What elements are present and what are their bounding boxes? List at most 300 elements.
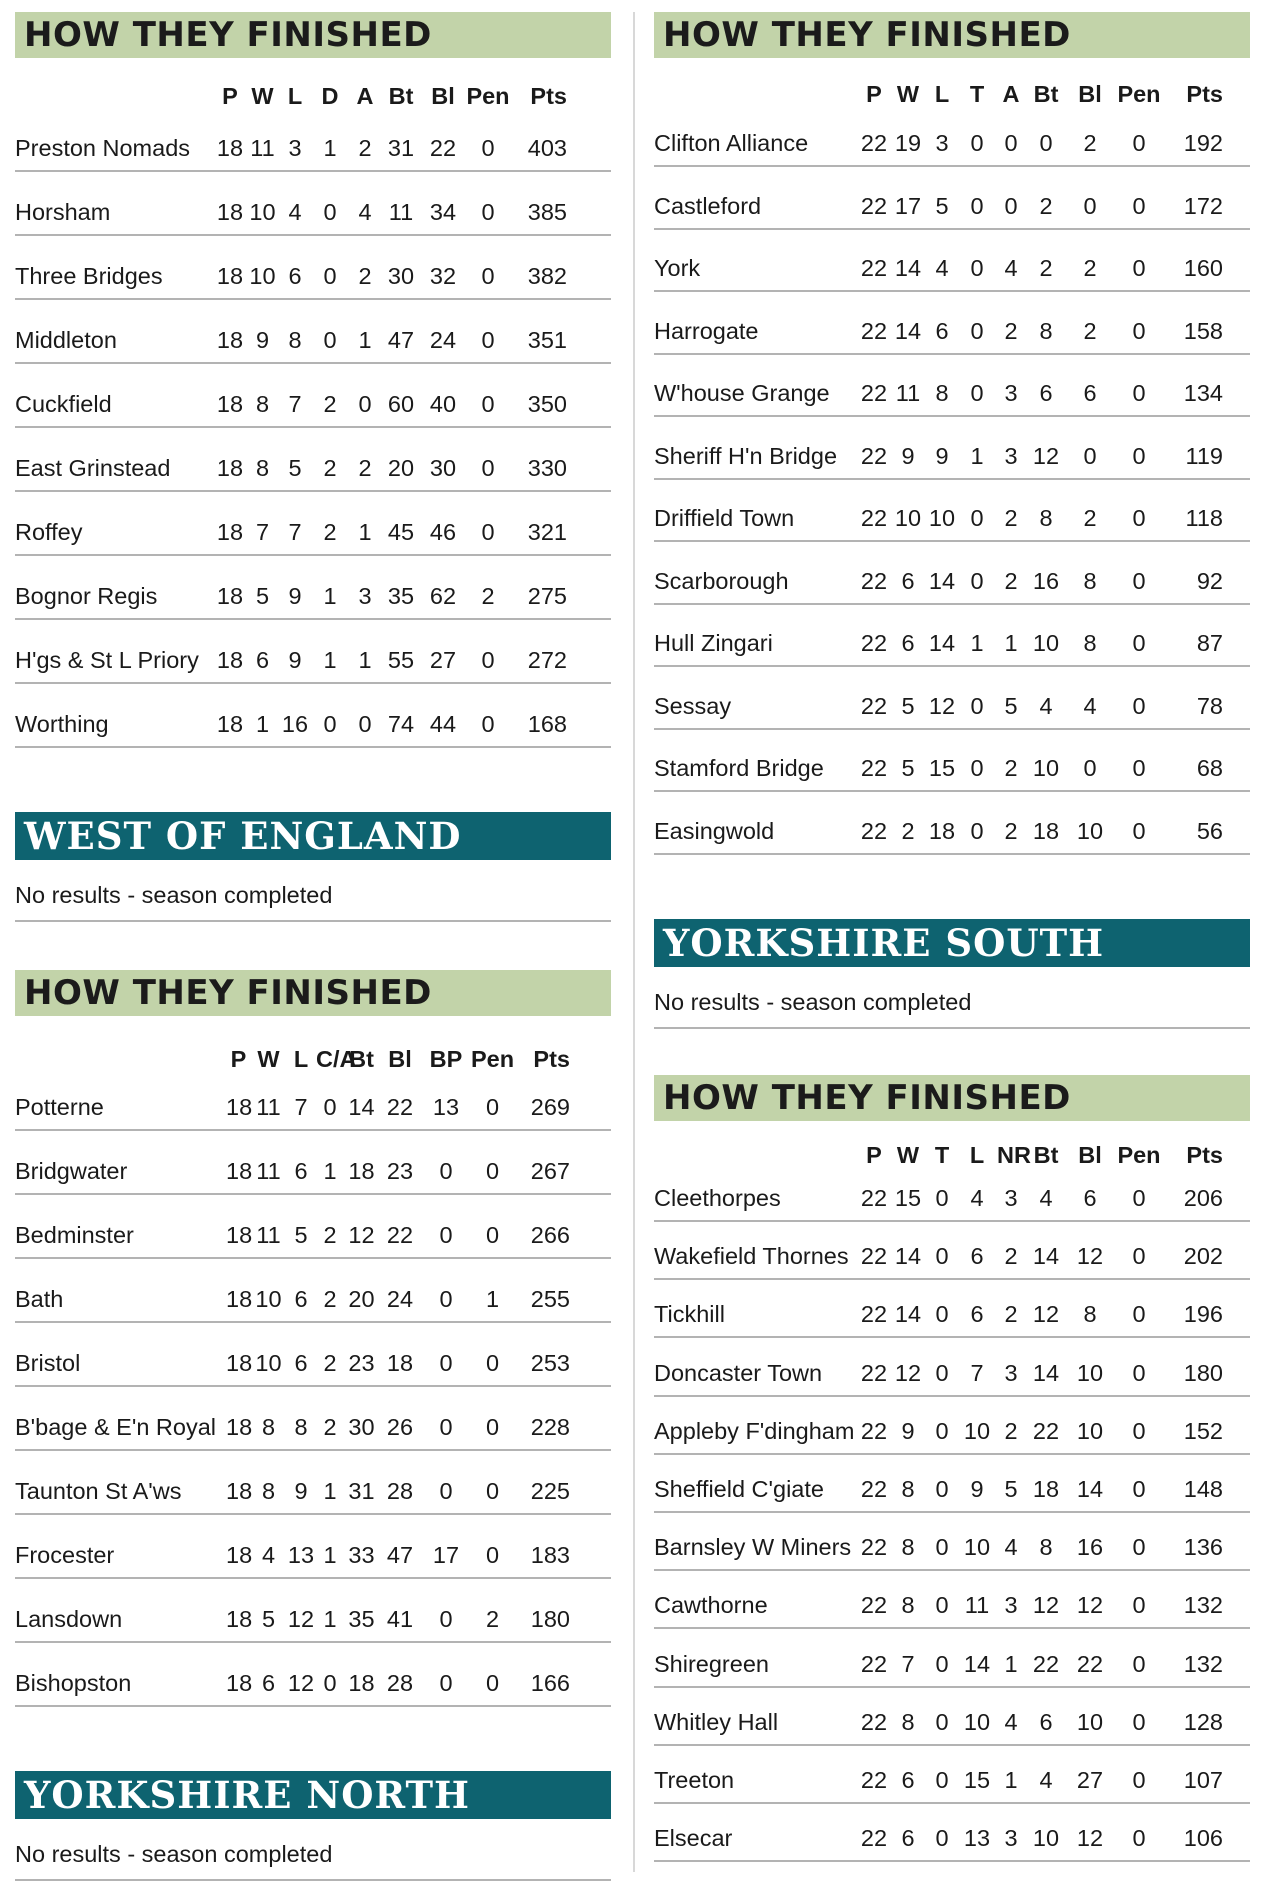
stat-cell: 6 xyxy=(294,1286,308,1312)
stat-cell: 22 xyxy=(860,380,888,406)
stat-cell: 0 xyxy=(1132,317,1146,344)
team-name: W'house Grange xyxy=(654,380,830,406)
table-header xyxy=(654,58,1250,114)
stat-cell: 267 xyxy=(530,1158,570,1184)
team-name: Sessay xyxy=(654,692,732,719)
stat-cell: 18 xyxy=(216,327,244,353)
stat-cell: 14 xyxy=(1076,1475,1104,1502)
stat-cell: 14 xyxy=(894,255,922,281)
column-header: Pen xyxy=(471,1046,515,1072)
stat-cell: 0 xyxy=(439,1414,453,1440)
stat-cell: 7 xyxy=(970,1359,984,1386)
stat-cell: 20 xyxy=(348,1286,375,1312)
stat-cell: 0 xyxy=(935,1243,949,1270)
team-name: Easingwold xyxy=(654,817,775,844)
stat-cell: 0 xyxy=(481,519,495,545)
stat-cell: 2 xyxy=(901,817,915,844)
stat-cell: 18 xyxy=(216,391,244,417)
team-name: Shiregreen xyxy=(654,1650,769,1677)
stat-cell: 4 xyxy=(935,255,949,281)
table-row xyxy=(654,605,1250,668)
stat-cell: 5 xyxy=(935,192,949,219)
stat-cell: 22 xyxy=(860,192,888,219)
table-row xyxy=(15,1079,611,1131)
stat-cell: 0 xyxy=(485,1094,500,1120)
stat-cell: 0 xyxy=(970,255,984,281)
stat-cell: 0 xyxy=(481,391,495,417)
column-header: Pts xyxy=(1186,81,1223,107)
stat-cell: 106 xyxy=(1183,1825,1223,1852)
stat-cell: 12 xyxy=(1032,1592,1060,1619)
stat-cell: 0 xyxy=(1132,505,1146,531)
team-name: Taunton St A'ws xyxy=(15,1478,182,1504)
stat-cell: 10 xyxy=(1076,1359,1104,1386)
stat-cell: 0 xyxy=(1132,1708,1146,1735)
stat-cell: 8 xyxy=(901,1708,915,1735)
stat-cell: 8 xyxy=(294,1414,308,1440)
stat-cell: 0 xyxy=(1132,692,1146,719)
stat-cell: 28 xyxy=(386,1478,414,1504)
team-name: H'gs & St L Priory xyxy=(15,647,199,673)
stat-cell: 68 xyxy=(1196,755,1223,781)
team-name: Wakefield Thornes xyxy=(654,1243,849,1270)
table-row xyxy=(654,114,1250,167)
team-name: Cawthorne xyxy=(654,1592,768,1619)
stat-cell: 22 xyxy=(1032,1650,1060,1677)
team-name: Castleford xyxy=(654,192,762,219)
team-name: Middleton xyxy=(15,327,117,353)
stat-cell: 34 xyxy=(429,199,457,225)
stat-cell: 22 xyxy=(860,1534,888,1561)
stat-cell: 0 xyxy=(323,263,337,289)
stat-cell: 2 xyxy=(323,455,337,481)
stat-cell: 1 xyxy=(323,1606,337,1632)
stat-cell: 7 xyxy=(255,519,270,545)
team-name: Roffey xyxy=(15,519,83,545)
stat-cell: 0 xyxy=(481,647,495,673)
standings-table xyxy=(15,58,611,748)
stat-cell: 9 xyxy=(935,442,949,469)
stat-cell: 22 xyxy=(386,1094,414,1120)
stat-cell: 3 xyxy=(358,583,372,609)
stat-cell: 1 xyxy=(255,711,270,737)
stat-cell: 0 xyxy=(935,1301,949,1328)
stat-cell: 0 xyxy=(439,1286,453,1312)
team-name: Cuckfield xyxy=(15,391,112,417)
stat-cell: 1 xyxy=(323,647,337,673)
stat-cell: 22 xyxy=(860,1417,888,1444)
stat-cell: 6 xyxy=(1083,1185,1097,1211)
stat-cell: 10 xyxy=(1032,755,1060,781)
stat-cell: 0 xyxy=(935,1825,949,1852)
stat-cell: 228 xyxy=(530,1414,570,1440)
stat-cell: 13 xyxy=(432,1094,460,1120)
left-table2-block xyxy=(15,970,611,1707)
stat-cell: 0 xyxy=(1083,442,1097,469)
stat-cell: 255 xyxy=(530,1286,570,1312)
stat-cell: 12 xyxy=(1032,1301,1060,1328)
stat-cell: 74 xyxy=(387,711,415,737)
stat-cell: 78 xyxy=(1196,692,1223,719)
table-row xyxy=(654,1338,1250,1396)
team-name: Potterne xyxy=(15,1094,104,1120)
column-header: W xyxy=(896,81,920,107)
stat-cell: 7 xyxy=(294,1094,308,1120)
stat-cell: 28 xyxy=(386,1670,414,1696)
stat-cell: 6 xyxy=(901,567,915,594)
stat-cell: 18 xyxy=(1032,1475,1060,1502)
table-row xyxy=(654,730,1250,793)
stat-cell: 16 xyxy=(1032,567,1060,594)
stat-cell: 0 xyxy=(970,817,984,844)
stat-cell: 0 xyxy=(485,1414,500,1440)
stat-cell: 18 xyxy=(928,817,956,844)
stat-cell: 3 xyxy=(1004,1185,1018,1211)
stat-cell: 22 xyxy=(860,1825,888,1852)
stat-cell: 18 xyxy=(216,583,244,609)
stat-cell: 32 xyxy=(429,263,457,289)
team-name: Stamford Bridge xyxy=(654,755,824,781)
column-header: Bt xyxy=(1033,81,1059,107)
table-row xyxy=(15,556,611,620)
stat-cell: 6 xyxy=(294,1158,308,1184)
stat-cell: 18 xyxy=(216,711,244,737)
stat-cell: 31 xyxy=(387,135,415,161)
no-results-note: No results - season completed xyxy=(654,967,1250,1029)
stat-cell: 0 xyxy=(1132,255,1146,281)
stat-cell: 10 xyxy=(249,263,276,289)
stat-cell: 160 xyxy=(1183,255,1223,281)
stat-cell: 0 xyxy=(485,1542,500,1568)
stat-cell: 0 xyxy=(439,1158,453,1184)
stat-cell: 158 xyxy=(1183,317,1223,344)
stat-cell: 4 xyxy=(1004,255,1018,281)
stat-cell: 5 xyxy=(1004,1475,1018,1502)
team-name: Three Bridges xyxy=(15,263,163,289)
stat-cell: 6 xyxy=(1083,380,1097,406)
stat-cell: 22 xyxy=(860,1359,888,1386)
stat-cell: 12 xyxy=(1076,1243,1104,1270)
stat-cell: 2 xyxy=(1004,567,1018,594)
stat-cell: 6 xyxy=(255,647,270,673)
stat-cell: 2 xyxy=(323,1350,337,1376)
stat-cell: 9 xyxy=(970,1475,984,1502)
table-row xyxy=(654,667,1250,730)
stat-cell: 4 xyxy=(1004,1534,1018,1561)
stat-cell: 10 xyxy=(1032,630,1060,656)
stat-cell: 0 xyxy=(1132,192,1146,219)
stat-cell: 6 xyxy=(901,630,915,656)
team-name: Harrogate xyxy=(654,317,759,344)
column-header: W xyxy=(251,83,274,109)
stat-cell: 11 xyxy=(964,1592,990,1619)
stat-cell: 10 xyxy=(928,505,956,531)
table-row xyxy=(15,1643,611,1707)
stat-cell: 0 xyxy=(935,1592,949,1619)
stat-cell: 0 xyxy=(935,1359,949,1386)
stat-cell: 22 xyxy=(860,255,888,281)
stat-cell: 0 xyxy=(481,455,495,481)
stat-cell: 5 xyxy=(261,1606,276,1632)
stat-cell: 330 xyxy=(527,455,567,481)
stat-cell: 2 xyxy=(1004,755,1018,781)
stat-cell: 2 xyxy=(323,1222,337,1248)
stat-cell: 5 xyxy=(1004,692,1018,719)
stat-cell: 8 xyxy=(261,1478,276,1504)
stat-cell: 22 xyxy=(860,567,888,594)
stat-cell: 47 xyxy=(386,1542,414,1568)
stat-cell: 8 xyxy=(935,380,949,406)
column-header: P xyxy=(866,81,882,107)
stat-cell: 62 xyxy=(429,583,457,609)
stat-cell: 0 xyxy=(358,711,372,737)
team-name: Bridgwater xyxy=(15,1158,128,1184)
team-name: Worthing xyxy=(15,711,109,737)
stat-cell: 119 xyxy=(1185,442,1223,469)
stat-cell: 10 xyxy=(249,199,276,225)
team-name: B'bage & E'n Royal xyxy=(15,1414,217,1440)
stat-cell: 2 xyxy=(323,519,337,545)
stat-cell: 0 xyxy=(485,1350,500,1376)
column-header: BP xyxy=(429,1046,463,1072)
stat-cell: 22 xyxy=(860,755,888,781)
stat-cell: 6 xyxy=(901,1825,915,1852)
stat-cell: 4 xyxy=(1083,692,1097,719)
stat-cell: 9 xyxy=(255,327,270,353)
stat-cell: 22 xyxy=(860,442,888,469)
stat-cell: 0 xyxy=(970,567,984,594)
stat-cell: 14 xyxy=(963,1650,991,1677)
stat-cell: 22 xyxy=(429,135,457,161)
stat-cell: 12 xyxy=(348,1222,375,1248)
table-row xyxy=(15,1195,611,1259)
stat-cell: 183 xyxy=(530,1542,570,1568)
team-name: East Grinstead xyxy=(15,455,171,481)
stat-cell: 19 xyxy=(894,130,922,156)
stat-cell: 14 xyxy=(928,567,956,594)
column-divider xyxy=(633,12,635,1872)
column-header: Bt xyxy=(349,1046,374,1072)
stat-cell: 11 xyxy=(256,1158,281,1184)
team-name: Bishopston xyxy=(15,1670,132,1696)
stat-cell: 18 xyxy=(226,1478,253,1504)
stat-cell: 172 xyxy=(1183,192,1223,219)
team-name: Hull Zingari xyxy=(654,630,773,656)
stat-cell: 4 xyxy=(1004,1708,1018,1735)
stat-cell: 16 xyxy=(281,711,309,737)
table-row xyxy=(15,300,611,364)
table-header xyxy=(15,58,611,116)
stat-cell: 6 xyxy=(261,1670,276,1696)
stat-cell: 1 xyxy=(1004,1650,1018,1677)
stat-cell: 225 xyxy=(530,1478,570,1504)
column-header: Pts xyxy=(530,83,567,109)
stat-cell: 272 xyxy=(527,647,567,673)
stat-cell: 10 xyxy=(894,505,922,531)
table-row xyxy=(15,236,611,300)
stat-cell: 23 xyxy=(386,1158,414,1184)
stat-cell: 0 xyxy=(1132,130,1146,156)
team-name: Frocester xyxy=(15,1542,115,1568)
stat-cell: 56 xyxy=(1196,817,1223,844)
stat-cell: 10 xyxy=(1076,1417,1104,1444)
stat-cell: 4 xyxy=(261,1542,276,1568)
stat-cell: 22 xyxy=(1076,1650,1104,1677)
stat-cell: 22 xyxy=(860,1708,888,1735)
stat-cell: 0 xyxy=(358,391,372,417)
stat-cell: 8 xyxy=(261,1414,276,1440)
stat-cell: 11 xyxy=(256,1094,281,1120)
table-row xyxy=(654,167,1250,230)
table-row xyxy=(654,1513,1250,1571)
stat-cell: 18 xyxy=(226,1350,253,1376)
stat-cell: 30 xyxy=(387,263,415,289)
table-row xyxy=(654,355,1250,418)
team-name: Bristol xyxy=(15,1350,81,1376)
stat-cell: 0 xyxy=(1132,567,1146,594)
stat-cell: 0 xyxy=(481,711,495,737)
stat-cell: 18 xyxy=(1032,817,1060,844)
stat-cell: 14 xyxy=(928,630,956,656)
column-header: NR xyxy=(997,1142,1031,1168)
stat-cell: 2 xyxy=(1083,505,1097,531)
team-name: Treeton xyxy=(654,1766,735,1793)
table-row xyxy=(15,1515,611,1579)
table-row xyxy=(15,1579,611,1643)
column-header: Bt xyxy=(1033,1142,1059,1168)
column-header: Bt xyxy=(388,83,414,109)
stat-cell: 7 xyxy=(288,391,302,417)
stat-cell: 1 xyxy=(358,647,372,673)
standings-table xyxy=(15,1016,611,1707)
stat-cell: 180 xyxy=(1183,1359,1223,1386)
table-row xyxy=(15,172,611,236)
stat-cell: 0 xyxy=(1083,192,1097,219)
stat-cell: 0 xyxy=(1132,1475,1146,1502)
stat-cell: 12 xyxy=(928,692,956,719)
stat-cell: 22 xyxy=(860,1592,888,1619)
column-header: Bl xyxy=(388,1046,412,1072)
stat-cell: 1 xyxy=(323,583,337,609)
stat-cell: 10 xyxy=(1076,1708,1104,1735)
column-header: D xyxy=(321,83,339,109)
stat-cell: 18 xyxy=(226,1670,253,1696)
stat-cell: 0 xyxy=(323,1094,337,1120)
table-row xyxy=(654,480,1250,543)
stat-cell: 87 xyxy=(1196,630,1223,656)
table-row xyxy=(15,428,611,492)
table-row xyxy=(654,542,1250,605)
team-name: Whitley Hall xyxy=(654,1708,779,1735)
table-row xyxy=(654,1175,1250,1222)
stat-cell: 0 xyxy=(1083,755,1097,781)
stat-cell: 0 xyxy=(970,505,984,531)
stat-cell: 180 xyxy=(530,1606,570,1632)
stat-cell: 0 xyxy=(935,1185,949,1211)
stat-cell: 22 xyxy=(860,1243,888,1270)
stat-cell: 22 xyxy=(860,630,888,656)
column-header: L xyxy=(287,83,303,109)
stat-cell: 8 xyxy=(1039,1534,1053,1561)
stat-cell: 0 xyxy=(935,1417,949,1444)
stat-cell: 35 xyxy=(348,1606,375,1632)
stat-cell: 1 xyxy=(323,1478,337,1504)
stat-cell: 44 xyxy=(429,711,457,737)
right-table2-block xyxy=(654,1075,1250,1862)
team-name: Scarborough xyxy=(654,567,789,594)
stat-cell: 148 xyxy=(1183,1475,1223,1502)
stat-cell: 0 xyxy=(1132,755,1146,781)
stat-cell: 2 xyxy=(323,391,337,417)
stat-cell: 1 xyxy=(1004,1766,1018,1793)
stat-cell: 18 xyxy=(226,1158,253,1184)
table-row xyxy=(15,620,611,684)
stat-cell: 2 xyxy=(358,263,372,289)
stat-cell: 128 xyxy=(1183,1708,1223,1735)
team-name: Bedminster xyxy=(15,1222,134,1248)
stat-cell: 12 xyxy=(287,1606,315,1632)
stat-cell: 385 xyxy=(527,199,567,225)
table-row xyxy=(654,417,1250,480)
stat-cell: 0 xyxy=(485,1670,500,1696)
stat-cell: 3 xyxy=(1004,380,1018,406)
stat-cell: 8 xyxy=(1039,317,1053,344)
stat-cell: 0 xyxy=(935,1534,949,1561)
right-table1-block xyxy=(654,12,1250,855)
stat-cell: 166 xyxy=(530,1670,570,1696)
stat-cell: 18 xyxy=(386,1350,414,1376)
stat-cell: 17 xyxy=(894,192,922,219)
stat-cell: 10 xyxy=(1032,1825,1060,1852)
column-header: T xyxy=(969,81,985,107)
stat-cell: 9 xyxy=(901,1417,915,1444)
stat-cell: 6 xyxy=(1039,380,1053,406)
stat-cell: 24 xyxy=(429,327,457,353)
stat-cell: 3 xyxy=(1004,1825,1018,1852)
stat-cell: 118 xyxy=(1185,505,1223,531)
stat-cell: 22 xyxy=(860,130,888,156)
stat-cell: 20 xyxy=(387,455,415,481)
table-row xyxy=(654,1688,1250,1746)
table-header xyxy=(654,1121,1250,1175)
stat-cell: 11 xyxy=(256,1222,281,1248)
stat-cell: 22 xyxy=(860,1185,888,1211)
table-row xyxy=(654,1280,1250,1338)
stat-cell: 22 xyxy=(860,1766,888,1793)
table-header xyxy=(15,1016,611,1079)
stat-cell: 107 xyxy=(1183,1766,1223,1793)
stat-cell: 0 xyxy=(1004,130,1018,156)
stat-cell: 8 xyxy=(1083,567,1097,594)
stat-cell: 0 xyxy=(970,380,984,406)
table-row xyxy=(15,364,611,428)
stat-cell: 8 xyxy=(1039,505,1053,531)
stat-cell: 5 xyxy=(255,583,270,609)
stat-cell: 40 xyxy=(429,391,457,417)
stat-cell: 0 xyxy=(323,1670,337,1696)
stat-cell: 0 xyxy=(1132,1243,1146,1270)
stat-cell: 10 xyxy=(255,1286,282,1312)
stat-cell: 0 xyxy=(485,1222,500,1248)
stat-cell: 0 xyxy=(323,199,337,225)
stat-cell: 8 xyxy=(901,1592,915,1619)
column-header: Bl xyxy=(1078,81,1102,107)
stat-cell: 2 xyxy=(323,1414,337,1440)
stat-cell: 0 xyxy=(439,1350,453,1376)
stat-cell: 6 xyxy=(970,1301,984,1328)
stat-cell: 0 xyxy=(439,1478,453,1504)
stat-cell: 9 xyxy=(294,1478,308,1504)
